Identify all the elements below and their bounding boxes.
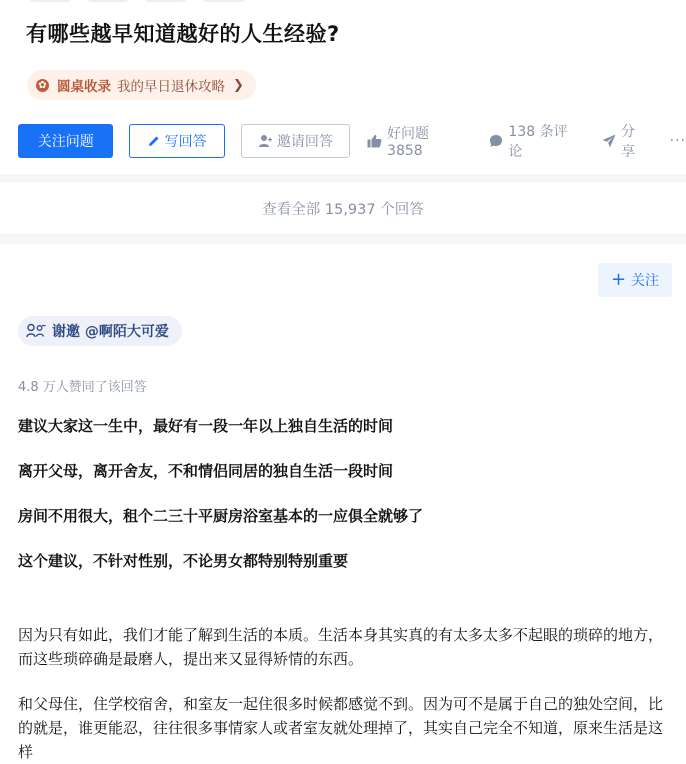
write-answer-button[interactable] [129, 124, 224, 158]
thumbs-up-icon [367, 134, 382, 148]
answer-content [18, 414, 666, 764]
answer-bold-line: 离开父母，离开舍友，不和情侣同居的独自生活一段时间 [18, 462, 394, 480]
answer-bold-line: 房间不用很大，租个二三十平厨房浴室基本的一应俱全就够了 [18, 507, 424, 525]
more-options-button[interactable]: ··· [669, 133, 686, 149]
section-divider [0, 174, 686, 182]
invitation-tag[interactable] [18, 316, 182, 346]
question-title: 有哪些越早知道越好的人生经验? [26, 22, 340, 46]
comments-label: 138 条评论 [508, 124, 568, 160]
topic-tag[interactable] [86, 0, 130, 2]
follow-author-button[interactable] [598, 263, 672, 297]
answer-bold-line: 这个建议，不针对性别，不论男女都特别特别重要 [18, 552, 349, 570]
comments-button[interactable] [489, 121, 581, 161]
invite-people-icon [26, 323, 46, 339]
collection-name: 我的早日退休攻略 [117, 79, 225, 95]
paper-plane-icon [602, 134, 616, 148]
collection-brand: 圆桌收录 [57, 79, 111, 95]
section-divider [0, 234, 686, 244]
gear-flower-icon: ✿ [36, 79, 49, 92]
view-all-answers-link[interactable]: 查看全部 15,937 个回答 [262, 201, 424, 218]
topic-tag[interactable] [202, 0, 246, 2]
question-action-bar [18, 124, 686, 158]
write-answer-label: 写回答 [164, 134, 207, 150]
follow-author-label: 关注 [631, 273, 660, 289]
topic-tag[interactable] [28, 0, 72, 2]
vote-summary: 4.8 万人赞同了该回答 [18, 380, 147, 395]
invitation-label: 谢邀 @啊陌大可爱 [52, 324, 169, 340]
topic-tag[interactable] [144, 0, 188, 2]
topic-tags-strip [28, 0, 246, 2]
share-label: 分享 [620, 124, 635, 160]
roundtable-collection-link[interactable] [27, 70, 256, 100]
pencil-icon [148, 135, 160, 147]
answer-bold-line: 建议大家这一生中，最好有一段一年以上独自生活的时间 [18, 417, 394, 435]
add-user-icon [258, 134, 272, 148]
answer-paragraph: 因为只有如此，我们才能了解到生活的本质。生活本身其实真的有太多太多不起眼的琐碎的地方，而这些琐碎确是最磨人，提出来又显得矫情的东西。 [18, 626, 664, 668]
good-question-button[interactable] [367, 123, 468, 159]
follow-question-button[interactable]: 关注问题 [18, 124, 113, 158]
good-question-label: 好问题 3858 [387, 126, 430, 159]
answer-paragraph: 和父母住，住学校宿舍，和室友一起住很多时候都感觉不到。因为可不是属于自己的独处空间，比的就是，谁更能忍，往往很多事情家人或者室友就处理掉了，其实自己完全不知道，原来生活是这样 [18, 695, 664, 761]
invite-answer-button[interactable] [241, 124, 350, 158]
chevron-right-icon: ❯ [233, 77, 244, 93]
comment-bubble-icon [489, 134, 503, 148]
invite-answer-label: 邀请回答 [276, 134, 333, 150]
share-button[interactable] [602, 121, 649, 161]
plus-icon: + [610, 269, 627, 290]
